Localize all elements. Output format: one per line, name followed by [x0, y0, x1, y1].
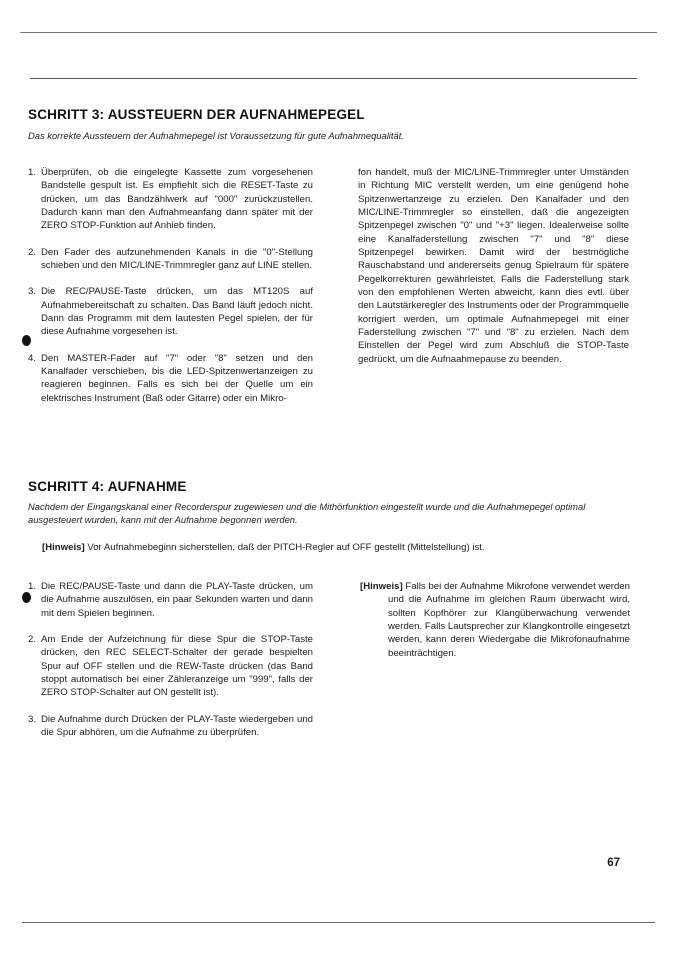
list-item-text: Die REC/PAUSE-Taste drücken, um das MT120S auf Aufnahmebereitschaft zu schalten. Das Band läuft jedoch nicht. Dann das Programm mit dem lautesten Pegel spielen, der für diese Aufnahme vorgesehen ist. — [41, 286, 313, 338]
section3-title: SCHRITT 3: AUSSTEUERN DER AUFNAHMEPEGEL — [28, 107, 365, 122]
top-rule-outer — [20, 32, 657, 33]
list-item-text: Den Fader des aufzunehmenden Kanals in die "0"-Stellung schieben und den MIC/LINE-Trimmregler ganz auf LINE stellen. — [41, 246, 313, 272]
hint-text: Vor Aufnahmebeginn sicherstellen, daß der PITCH-Regler auf OFF gestellt (Mittelstellung) ist. — [87, 542, 485, 553]
bottom-rule — [22, 922, 655, 923]
page-number: 67 — [607, 857, 620, 869]
list-item-text: Die Aufnahme durch Drücken der PLAY-Taste wiedergeben und die Spur abhören, um die Aufnahme zu überprüfen. — [41, 713, 313, 739]
list-item-number: 3. — [28, 286, 37, 298]
list-item — [28, 633, 313, 700]
list-item-text: Die REC/PAUSE-Taste und dann die PLAY-Taste drücken, um die Aufnahme auszulösen, ein paar Sekunden warten und dann mit dem Spielen beginnen. — [41, 581, 313, 619]
list-item-text: Am Ende der Aufzeichnung für diese Spur die STOP-Taste drücken, den REC SELECT-Schalter der gerade bespielten Spur auf OFF stellen und die REW-Taste drücken (das Band stoppt automatisch bei einer Zähleranzeige um "999", falls der ZERO STOP-Schalter auf ON gestellt ist). — [41, 634, 313, 699]
section3-right-column — [358, 166, 629, 366]
section4-hint-right — [360, 580, 630, 660]
list-item-number: 2. — [28, 246, 37, 258]
section4-hint-top — [42, 541, 632, 554]
list-item-number: 3. — [28, 713, 37, 725]
list-item-number: 2. — [28, 634, 37, 646]
list-item — [28, 246, 313, 273]
list-item-number: 1. — [28, 581, 37, 592]
list-item-continuation: fon handelt, muß der MIC/LINE-Trimmregler unter Umständen in Richtung MIC verstellt werden, um eine genügend hohe Spitzenwertanzeige zu erzielen. Den Kanalfader und den MIC/LINE-Trimmregler so einstellen, daß die angezeigten Spitzenpegel zwischen "0" und "+3" liegen. Idealerweise sollte eine Kanalfaderstellung zwischen "7" und "8" diese Spitzenpegel bewirken. Damit wird der bestmögliche Rauschabstand und andererseits genug Spielraum für spätere Pegelkorrekturen gewährleistet. Falls die Faderstellung stark von den empfohlenen Werten abweicht, kann dies evtl. über den Lautstärkeregler des Instruments oder der Programmquelle korrigiert werden, um optimale Aufnahmepegel mit einer Faderstellung zwischen "7" und "8" zu erzielen. Nach dem Einstellen der Pegel wird zum Abschluß die STOP-Taste gedrückt, um die Aufnaahmepause zu beenden. — [358, 167, 629, 365]
section3-subtitle: Das korrekte Aussteuern der Aufnahmepegel ist Voraussetzung für gute Aufnahmequalität. — [28, 130, 404, 141]
list-item-text: Überprüfen, ob die eingelegte Kassette zum vorgesehenen Bandstelle gespult ist. Es empfiehlt sich die RESET-Taste zu drücken, um das Bandzählwerk auf "000" zurückzustellen. Dadurch kann man den Aufnahmeanfang dann später mit der ZERO STOP-Funktion auf Anhieb finden. — [41, 167, 313, 232]
list-item-text: Den MASTER-Fader auf "7" oder "8" setzen und den Kanalfader verschieben, bis die LED-Spitzenwertanzeigen zu reagieren beginnen. Falls es sich bei der Quelle um ein elektrisches Instrument (Baß oder Gitarre) oder ein Mikro- — [41, 352, 313, 404]
list-item-number: 1. — [28, 167, 37, 178]
section3-left-column — [28, 166, 313, 405]
list-item — [28, 580, 313, 620]
hint-tag: [Hinweis] — [42, 542, 85, 553]
section4-subtitle: Nachdem der Eingangskanal einer Recorderspur zugewiesen und die Mithörfunktion eingestellt wurde und die Aufnahmepegel optimal ausgesteuert wurden, kann mit der Aufnahme begonnen werden. — [28, 501, 586, 525]
top-rule-inner — [30, 78, 637, 79]
section4-title: SCHRITT 4: AUFNAHME — [28, 479, 187, 494]
binding-hole-mark — [22, 335, 31, 346]
hint-text: Falls bei der Aufnahme Mikrofone verwendet werden und die Aufnahme im gleichen Raum überwacht wird, sollten Kopfhörer zur Klangüberwachung verwendet werden. Falls Lautsprecher zur Klangkontrolle eingesetzt werden, kann deren Wiedergabe die Mikrofonaufnahme beeinträchtigen. — [388, 581, 630, 659]
binding-hole-mark — [22, 592, 31, 603]
list-item — [28, 285, 313, 338]
list-item — [28, 352, 313, 405]
list-item — [28, 713, 313, 740]
hint-tag: [Hinweis] — [360, 581, 403, 592]
section4-left-column — [28, 580, 313, 739]
list-item-number: 4. — [28, 352, 37, 364]
list-item — [28, 166, 313, 233]
